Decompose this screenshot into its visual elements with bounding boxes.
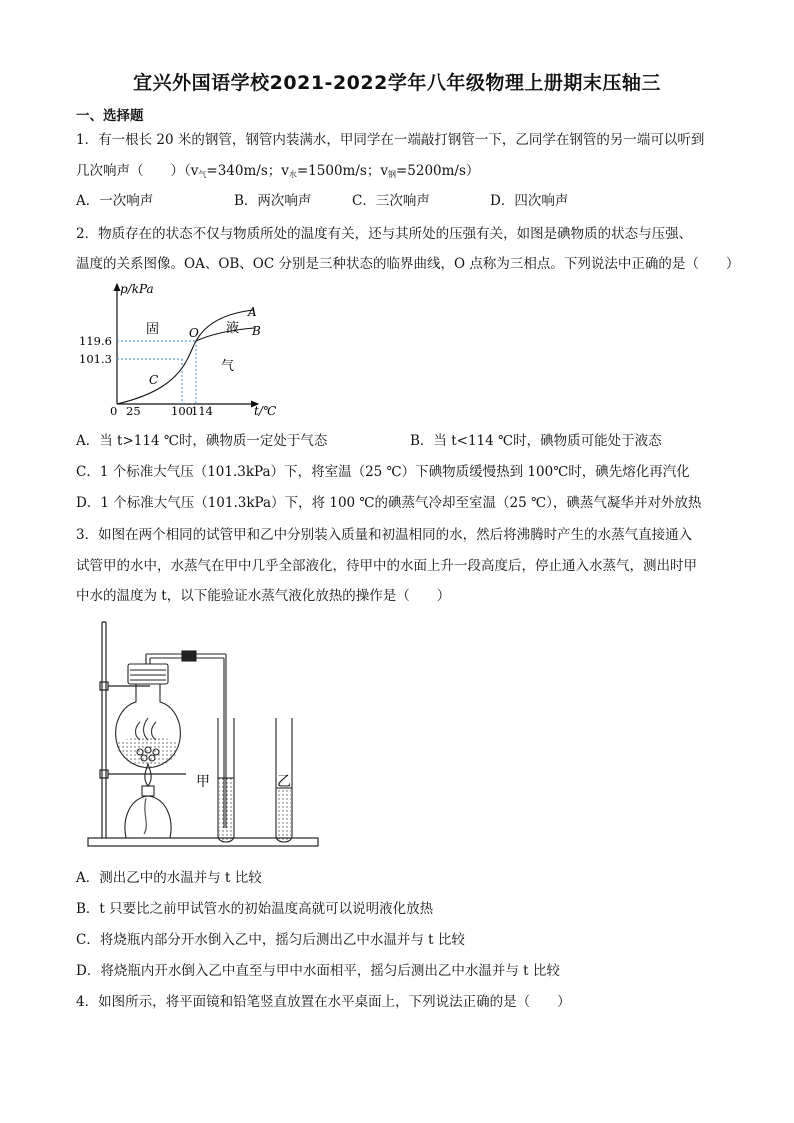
- q1-option-a[interactable]: A．一次响声: [76, 193, 154, 209]
- x-tick-25: 25: [126, 404, 141, 418]
- alcohol-burner: [125, 764, 171, 838]
- region-gas: 气: [221, 359, 235, 374]
- q1-line2-b: =340m/s；v: [206, 163, 289, 179]
- q1-line2: [76, 162, 479, 184]
- q2-option-a[interactable]: A．当 t>114 ℃时，碘物质一定处于气态: [76, 433, 328, 449]
- y-tick-119: 119.6: [79, 334, 112, 348]
- q1-line1: 1．有一根长 20 米的钢管，钢管内装满水，甲同学在一端敲打钢管一下，乙同学在钢管的另一端可以听到: [76, 132, 705, 148]
- region-liquid: 液: [226, 321, 240, 336]
- label-jia: 甲: [196, 774, 210, 790]
- label-o: O: [189, 326, 199, 340]
- x-tick-0: 0: [110, 404, 118, 418]
- region-solid: 固: [146, 322, 160, 337]
- q1-option-d[interactable]: D．四次响声: [490, 193, 569, 209]
- q1-line2-c: =1500m/s；v: [296, 163, 388, 179]
- x-tick-114: 114: [191, 404, 213, 418]
- q2-option-d[interactable]: D．1 个标准大气压（101.3kPa）下，将 100 ℃的碘蒸气冷却至室温（25 ℃），碘蒸气凝华并对外放热: [76, 495, 702, 511]
- q3-line3: 中水的温度为 t，以下能验证水蒸气液化放热的操作是（ ）: [76, 588, 451, 604]
- q3-line2: 试管甲的水中，水蒸气在甲中几乎全部液化，待甲中的水面上升一段高度后，停止通入水蒸气，测出时甲: [76, 558, 697, 574]
- phase-diagram: [76, 278, 296, 423]
- flask: [116, 664, 181, 768]
- q2-option-b[interactable]: B．当 t<114 ℃时，碘物质可能处于液态: [410, 433, 662, 449]
- section-heading: 一、选择题: [76, 108, 144, 124]
- q1-line2-a: 几次响声（ ）（v: [76, 163, 199, 179]
- q3-option-c[interactable]: C．将烧瓶内部分开水倒入乙中，摇匀后测出乙中水温并与 t 比较: [76, 932, 465, 948]
- apparatus-illustration: [86, 618, 326, 854]
- q4-line1: 4．如图所示，将平面镜和铅笔竖直放置在水平桌面上，下列说法正确的是（ ）: [76, 994, 571, 1010]
- curve-oa: [196, 310, 254, 341]
- x-axis-label: t/℃: [254, 404, 277, 418]
- label-a: A: [248, 305, 257, 319]
- q1-option-b[interactable]: B．两次响声: [234, 193, 312, 209]
- q3-option-b[interactable]: B．t 只要比之前甲试管水的初始温度高就可以说明液化放热: [76, 901, 434, 917]
- page-title: 宜兴外国语学校2021-2022学年八年级物理上册期末压轴三: [133, 72, 661, 94]
- label-b: B: [252, 324, 261, 338]
- x-tick-100: 100: [171, 404, 193, 418]
- y-tick-101: 101.3: [79, 352, 112, 366]
- y-axis-label: p/kPa: [120, 282, 154, 296]
- q3-line1: 3．如图在两个相同的试管甲和乙中分别装入质量和初温相同的水，然后将沸腾时产生的水蒸气直接通入: [76, 527, 693, 543]
- q2-option-c[interactable]: C．1 个标准大气压（101.3kPa）下，将室温（25 ℃）下碘物质缓慢热到 100℃时，碘先熔化再汽化: [76, 464, 690, 480]
- q2-line2: 温度的关系图像。OA、OB、OC 分别是三种状态的临界曲线，O 点称为三相点。下列说法中正确的是（ ）: [76, 256, 740, 272]
- q1-option-c[interactable]: C．三次响声: [352, 193, 430, 209]
- q1-line2-d: =5200m/s）: [395, 163, 480, 179]
- q1-sub-water: 水: [288, 170, 297, 179]
- label-yi: 乙: [277, 774, 291, 790]
- label-c: C: [149, 373, 159, 387]
- q3-option-a[interactable]: A．测出乙中的水温并与 t 比较: [76, 870, 262, 886]
- q1-sub-steel: 钢: [387, 170, 396, 179]
- q3-option-d[interactable]: D．将烧瓶内开水倒入乙中直至与甲中水面相平，摇匀后测出乙中水温并与 t 比较: [76, 963, 560, 979]
- q2-line1: 2．物质存在的状态不仅与物质所处的温度有关，还与其所处的压强有关，如图是碘物质的状态与压强、: [76, 226, 693, 242]
- q1-sub-air: 气: [198, 170, 207, 179]
